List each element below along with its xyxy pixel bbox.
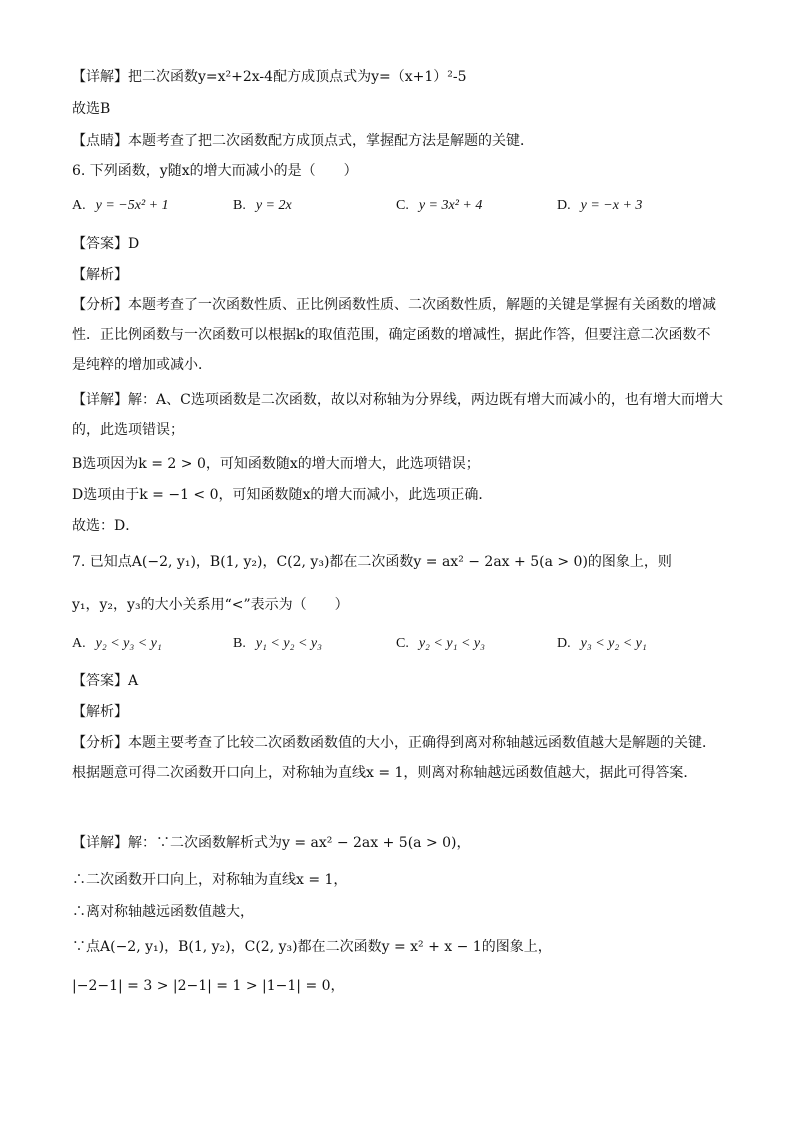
q7-answer: 【答案】A: [72, 673, 139, 689]
q6-option-c-expr: y = 3x² + 4: [418, 198, 483, 213]
q6-option-c-label: C.: [396, 198, 409, 213]
line-answer-b: 故选B: [72, 101, 111, 117]
q6-choose: 故选：D．: [72, 518, 140, 534]
q7-detail-1: 【详解】解：∵二次函数解析式为y = ax² − 2ax + 5(a > 0)，: [72, 835, 471, 851]
q7-detail-3: ∴离对称轴越远函数值越大，: [72, 904, 254, 920]
q7-analysis-heading: 【解析】: [72, 704, 128, 720]
q6-detail: 【详解】解：A、C选项函数是二次函数，故以对称轴为分界线，两边既有增大而减小的，也有增大而增大的，此选项错误；: [72, 392, 723, 438]
q7-option-a: [72, 636, 162, 652]
question-6: 6. 下列函数，y随x的增大而减小的是（ ）: [72, 163, 358, 179]
question-7-cont: y₁，y₂，y₃的大小关系用“<”表示为（ ）: [72, 597, 349, 613]
q6-detail-d: D选项由于k = −1 < 0，可知函数随x的增大而减小，此选项正确．: [72, 487, 493, 503]
q7-option-b: [233, 636, 322, 652]
q6-option-a: [72, 198, 169, 214]
q7-option-d: [557, 636, 647, 652]
q7-option-c: [396, 636, 485, 652]
q6-analysis: 【分析】本题考查了一次函数性质、正比例函数性质、二次函数性质，解题的关键是掌握有关函数的增减性．正比例函数与一次函数可以根据k的取值范围，确定函数的增减性，据此作答，但要注意二次函数不是纯粹的增加或减小．: [72, 297, 716, 373]
q6-option-a-expr: y = −5x² + 1: [95, 198, 169, 213]
q7-option-a-label: A.: [72, 636, 86, 651]
q6-detail-b: B选项因为k = 2 > 0，可知函数随x的增大而增大，此选项错误；: [72, 456, 480, 472]
q6-analysis-heading: 【解析】: [72, 267, 128, 283]
q6-option-d-expr: y = −x + 3: [580, 198, 643, 213]
q7-detail-5: |−2−1| = 3 > |2−1| = 1 > |1−1| = 0，: [72, 978, 345, 994]
q6-answer: 【答案】D: [72, 236, 140, 252]
q7-analysis: 【分析】本题主要考查了比较二次函数函数值的大小，正确得到离对称轴越远函数值越大是解题的关键．根据题意可得二次函数开口向上，对称轴为直线x = 1，则离对称轴越远函数值越大，据此可得答案．: [72, 735, 716, 781]
q7-option-c-expr: y₂ < y₁ < y₃: [418, 636, 485, 651]
q6-option-b: [233, 198, 292, 214]
q7-option-d-label: D.: [557, 636, 571, 651]
q7-detail-4: ∵点A(−2, y₁)，B(1, y₂)，C(2, y₃)都在二次函数y = x² + x − 1的图象上，: [72, 939, 552, 955]
q6-option-a-label: A.: [72, 198, 86, 213]
q7-detail-2: ∴二次函数开口向上，对称轴为直线x = 1，: [72, 872, 348, 888]
q6-option-d-label: D.: [557, 198, 571, 213]
line-detail-1: 【详解】把二次函数y=x²+2x-4配方成顶点式为y=（x+1）²-5: [72, 69, 467, 85]
q7-option-d-expr: y₃ < y₂ < y₁: [580, 636, 647, 651]
q7-option-a-expr: y₂ < y₃ < y₁: [95, 636, 162, 651]
q6-option-b-expr: y = 2x: [255, 198, 292, 213]
q6-option-c: [396, 198, 482, 214]
q6-option-d: [557, 198, 642, 214]
q7-option-b-expr: y₁ < y₂ < y₃: [255, 636, 322, 651]
q7-option-c-label: C.: [396, 636, 409, 651]
question-7: 7. 已知点A(−2, y₁)，B(1, y₂)，C(2, y₃)都在二次函数y = ax² − 2ax + 5(a > 0)的图象上，则: [72, 554, 672, 570]
q7-option-b-label: B.: [233, 636, 246, 651]
q6-option-b-label: B.: [233, 198, 246, 213]
line-tip: 【点睛】本题考查了把二次函数配方成顶点式，掌握配方法是解题的关键．: [72, 133, 534, 149]
